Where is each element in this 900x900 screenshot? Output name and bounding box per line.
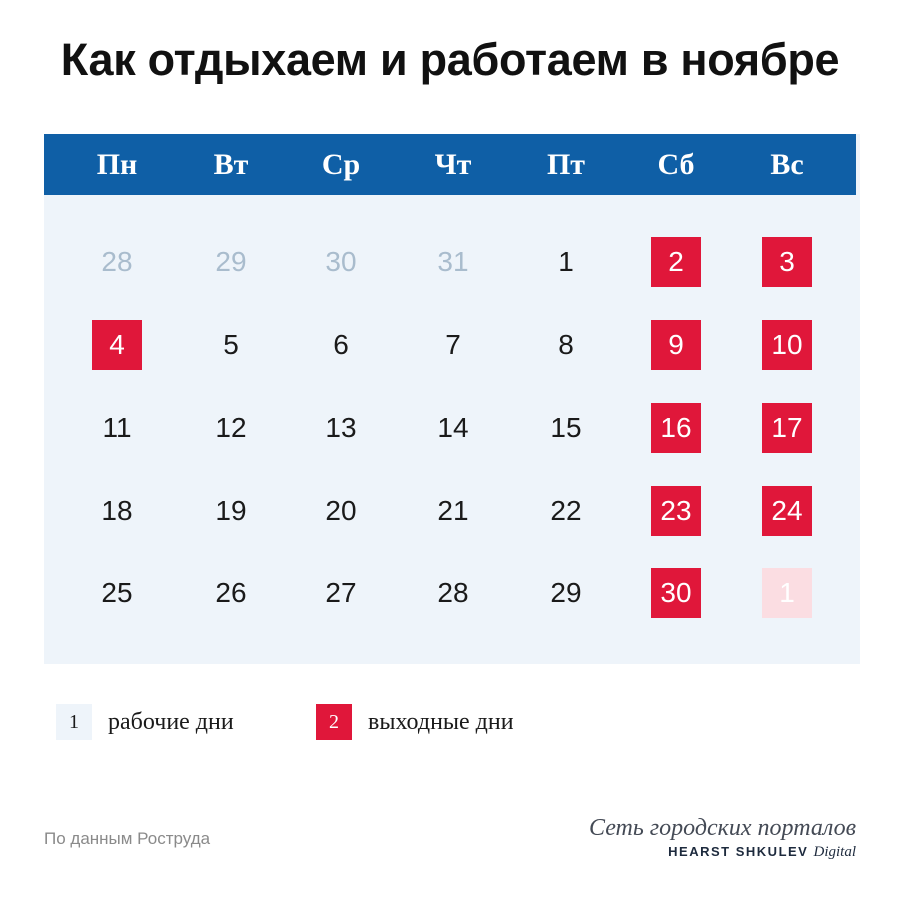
calendar-day: 28	[437, 577, 469, 608]
calendar-day: 25	[101, 577, 133, 608]
weekday-7: Вс	[770, 147, 804, 181]
calendar-day: 3	[762, 237, 812, 287]
calendar-day: 20	[325, 495, 357, 526]
legend-label-working: рабочие дни	[108, 708, 234, 735]
calendar-day: 24	[762, 486, 812, 536]
weekday-6: Сб	[657, 147, 695, 181]
calendar-day: 19	[215, 495, 247, 526]
calendar-day: 14	[437, 412, 469, 443]
calendar-day: 22	[550, 495, 582, 526]
legend-working-days	[56, 703, 234, 741]
weekday-2: Вт	[213, 147, 249, 181]
calendar-day: 9	[651, 320, 701, 370]
weekday-1: Пн	[96, 147, 138, 181]
calendar-day: 13	[325, 412, 357, 443]
page-title: Как отдыхаем и работаем в ноябре	[60, 34, 840, 85]
brand-logo	[589, 814, 856, 861]
calendar-day: 26	[215, 577, 247, 608]
brand-sub-italic: Digital	[813, 844, 856, 860]
legend-label-off: выходные дни	[368, 708, 514, 735]
calendar-day: 23	[651, 486, 701, 536]
calendar-day: 10	[762, 320, 812, 370]
calendar-day: 8	[558, 329, 574, 360]
weekday-header	[44, 134, 856, 195]
calendar-day: 30	[651, 568, 701, 618]
calendar-day: 4	[92, 320, 142, 370]
legend-swatch-working: 1	[56, 704, 92, 740]
calendar-day: 17	[762, 403, 812, 453]
calendar-day: 1	[762, 568, 812, 618]
calendar-day: 5	[223, 329, 239, 360]
calendar-day: 7	[445, 329, 461, 360]
brand-sub	[589, 844, 856, 861]
brand-name: Сеть городских порталов	[589, 815, 856, 841]
calendar-day: 12	[215, 412, 247, 443]
calendar-day: 11	[102, 412, 132, 443]
calendar-day: 28	[101, 246, 133, 277]
calendar-day: 21	[437, 495, 469, 526]
brand-sub-bold: HEARST SHKULEV	[668, 844, 809, 859]
calendar-day: 6	[333, 329, 349, 360]
calendar-day: 18	[101, 495, 133, 526]
calendar-day: 30	[325, 246, 357, 277]
calendar-day: 15	[550, 412, 582, 443]
legend-swatch-off: 2	[316, 704, 352, 740]
calendar-day: 29	[550, 577, 582, 608]
calendar-grid	[44, 134, 860, 664]
calendar-day: 29	[215, 246, 247, 277]
calendar-day: 1	[558, 246, 574, 277]
calendar-day: 2	[651, 237, 701, 287]
weekday-5: Пт	[546, 147, 586, 181]
source-note: По данным Роструда	[44, 829, 211, 848]
weekday-4: Чт	[434, 147, 472, 181]
calendar-day: 16	[651, 403, 701, 453]
calendar-day: 27	[325, 577, 357, 608]
legend-days-off	[316, 703, 514, 741]
weekday-3: Ср	[321, 147, 361, 181]
calendar-day: 31	[437, 246, 469, 277]
